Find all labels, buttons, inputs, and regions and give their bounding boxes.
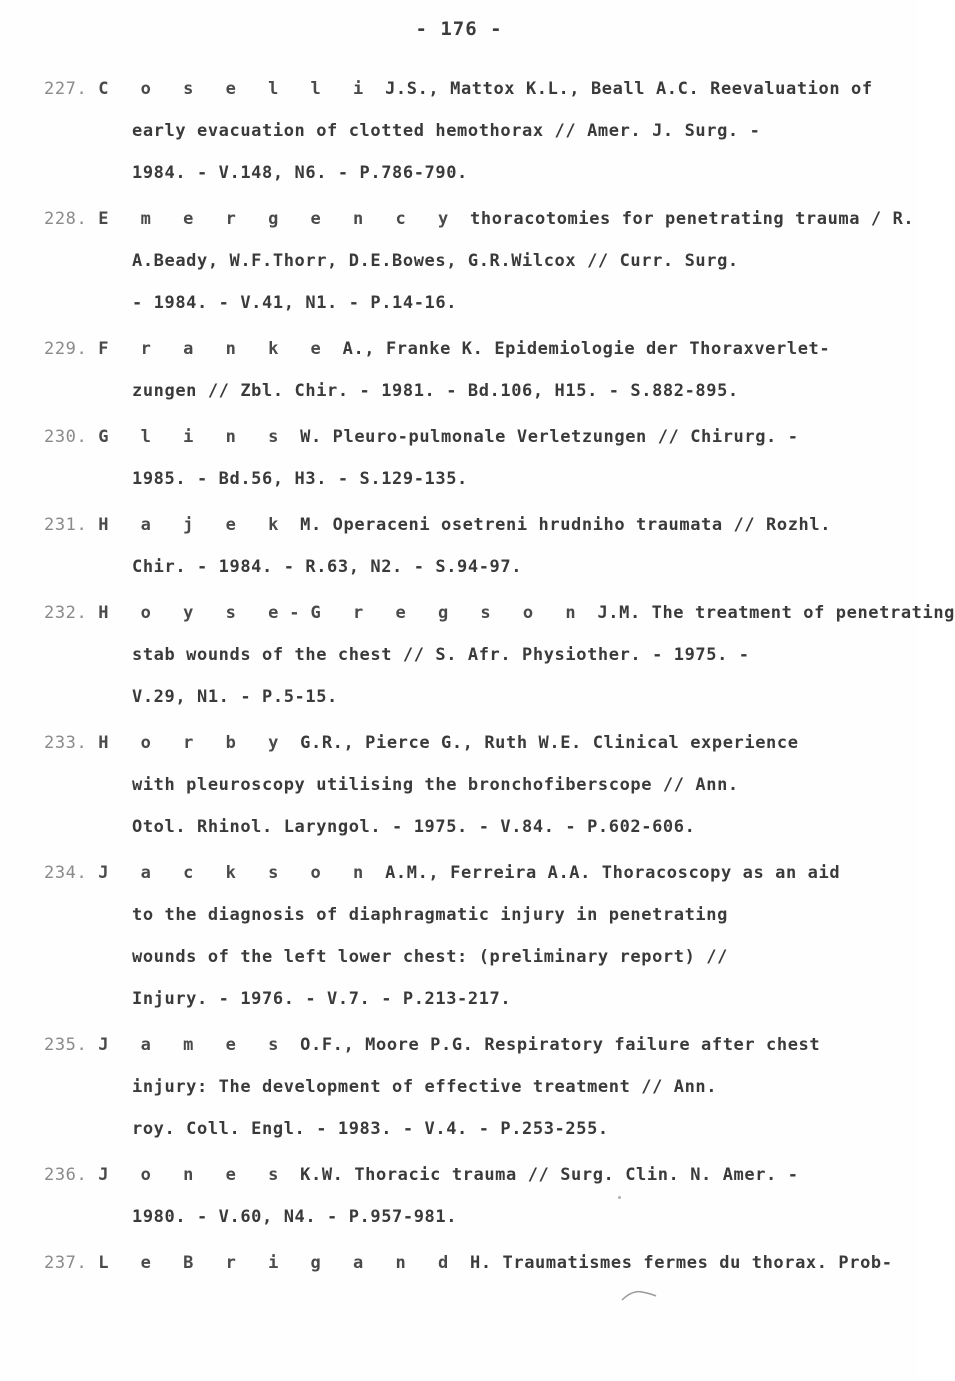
reference-author-spaced: H a j e k <box>98 515 290 535</box>
reference-text: Chir. - 1984. - R.63, N2. - S.94-97. <box>132 557 523 577</box>
reference-text: injury: The development of effective treatment // Ann. <box>132 1077 718 1097</box>
reference-text: Otol. Rhinol. Laryngol. - 1975. - V.84. - P.602-606. <box>132 817 696 837</box>
reference-continuation-line <box>44 110 894 152</box>
reference-author-spaced: C o s e l l i <box>98 79 375 99</box>
reference-first-line <box>44 1154 894 1196</box>
reference-continuation-line <box>44 282 894 324</box>
reference-author-spaced: F r a n k e <box>98 339 332 359</box>
reference-entry <box>44 852 894 1020</box>
reference-continuation-line <box>44 370 894 412</box>
reference-text: early evacuation of clotted hemothorax // Amer. J. Surg. - <box>132 121 761 141</box>
reference-continuation-line <box>44 1066 894 1108</box>
reference-author-spaced: E m e r g e n c y <box>98 209 460 229</box>
reference-continuation-line <box>44 634 894 676</box>
reference-author-spaced: G l i n s <box>98 427 290 447</box>
reference-first-line <box>44 504 894 546</box>
ink-speck <box>618 1196 621 1199</box>
reference-number: 237. <box>44 1253 88 1273</box>
reference-text: roy. Coll. Engl. - 1983. - V.4. - P.253-255. <box>132 1119 609 1139</box>
reference-first-line <box>44 592 955 634</box>
reference-first-line <box>44 328 894 370</box>
reference-text: with pleuroscopy utilising the bronchofiberscope // Ann. <box>132 775 739 795</box>
reference-first-line <box>44 1242 894 1284</box>
reference-entry <box>44 416 894 500</box>
reference-text: 1980. - V.60, N4. - P.957-981. <box>132 1207 458 1227</box>
reference-text: G.R., Pierce G., Ruth W.E. Clinical experience <box>300 733 799 753</box>
reference-number: 235. <box>44 1035 88 1055</box>
reference-number: 236. <box>44 1165 88 1185</box>
reference-number: 229. <box>44 339 88 359</box>
reference-first-line <box>44 198 915 240</box>
reference-entry <box>44 592 955 718</box>
reference-entry <box>44 1024 894 1150</box>
reference-text: A.Beady, W.F.Thorr, D.E.Bowes, G.R.Wilcox // Curr. Surg. <box>132 251 739 271</box>
reference-number: 228. <box>44 209 88 229</box>
reference-continuation-line <box>44 978 894 1020</box>
reference-text: A.M., Ferreira A.A. Thoracoscopy as an aid <box>385 863 841 883</box>
page-number: - 176 - <box>415 18 503 40</box>
reference-text: - 1984. - V.41, N1. - P.14-16. <box>132 293 458 313</box>
reference-first-line <box>44 1024 894 1066</box>
reference-number: 230. <box>44 427 88 447</box>
reference-author-spaced: H o y s e-G r e g s o n <box>98 603 587 623</box>
reference-continuation-line <box>44 152 894 194</box>
reference-entry <box>44 722 894 848</box>
reference-text: 1984. - V.148, N6. - P.786-790. <box>132 163 468 183</box>
reference-entry <box>44 1154 894 1238</box>
reference-author-spaced: L e B r i g a n d <box>98 1253 460 1273</box>
reference-author-spaced: J o n e s <box>98 1165 290 1185</box>
reference-text: W. Pleuro-pulmonale Verletzungen // Chirurg. - <box>300 427 799 447</box>
reference-text: stab wounds of the chest // S. Afr. Physiother. - 1975. - <box>132 645 750 665</box>
reference-number: 233. <box>44 733 88 753</box>
reference-continuation-line <box>44 894 894 936</box>
reference-text: H. Traumatismes fermes du thorax. Prob- <box>470 1253 893 1273</box>
reference-list <box>44 68 955 1288</box>
reference-number: 227. <box>44 79 88 99</box>
reference-text: A., Franke K. Epidemiologie der Thoraxverlet- <box>342 339 831 359</box>
reference-entry <box>44 68 894 194</box>
reference-continuation-line <box>44 764 894 806</box>
reference-text: J.S., Mattox K.L., Beall A.C. Reevaluation of <box>385 79 873 99</box>
reference-number: 232. <box>44 603 88 623</box>
reference-text: K.W. Thoracic trauma // Surg. Clin. N. Amer. - <box>300 1165 799 1185</box>
reference-number: 234. <box>44 863 88 883</box>
reference-text: M. Operaceni osetreni hrudniho traumata // Rozhl. <box>300 515 832 535</box>
reference-text: Injury. - 1976. - V.7. - P.213-217. <box>132 989 512 1009</box>
reference-continuation-line <box>44 676 894 718</box>
reference-entry <box>44 1242 894 1284</box>
reference-number: 231. <box>44 515 88 535</box>
reference-text: wounds of the left lower chest: (preliminary report) // <box>132 947 728 967</box>
reference-text: thoracotomies for penetrating trauma / R. <box>470 209 915 229</box>
pen-mark-icon <box>620 1284 660 1304</box>
reference-entry <box>44 328 894 412</box>
reference-continuation-line <box>44 240 894 282</box>
reference-continuation-line <box>44 1196 894 1238</box>
reference-text: zungen // Zbl. Chir. - 1981. - Bd.106, H15. - S.882-895. <box>132 381 739 401</box>
reference-text: 1985. - Bd.56, H3. - S.129-135. <box>132 469 468 489</box>
reference-continuation-line <box>44 1108 894 1150</box>
reference-entry <box>44 504 894 588</box>
reference-text: V.29, N1. - P.5-15. <box>132 687 338 707</box>
reference-first-line <box>44 68 894 110</box>
reference-first-line <box>44 722 894 764</box>
reference-text: to the diagnosis of diaphragmatic injury in penetrating <box>132 905 728 925</box>
reference-text: J.M. The treatment of penetrating <box>597 603 955 623</box>
reference-author-spaced: J a c k s o n <box>98 863 375 883</box>
reference-first-line <box>44 852 894 894</box>
reference-continuation-line <box>44 458 894 500</box>
reference-entry <box>44 198 915 324</box>
reference-author-spaced: J a m e s <box>98 1035 290 1055</box>
reference-author-spaced: H o r b y <box>98 733 290 753</box>
reference-continuation-line <box>44 806 894 848</box>
reference-text: O.F., Moore P.G. Respiratory failure after chest <box>300 1035 821 1055</box>
reference-first-line <box>44 416 894 458</box>
reference-continuation-line <box>44 936 894 978</box>
reference-continuation-line <box>44 546 894 588</box>
